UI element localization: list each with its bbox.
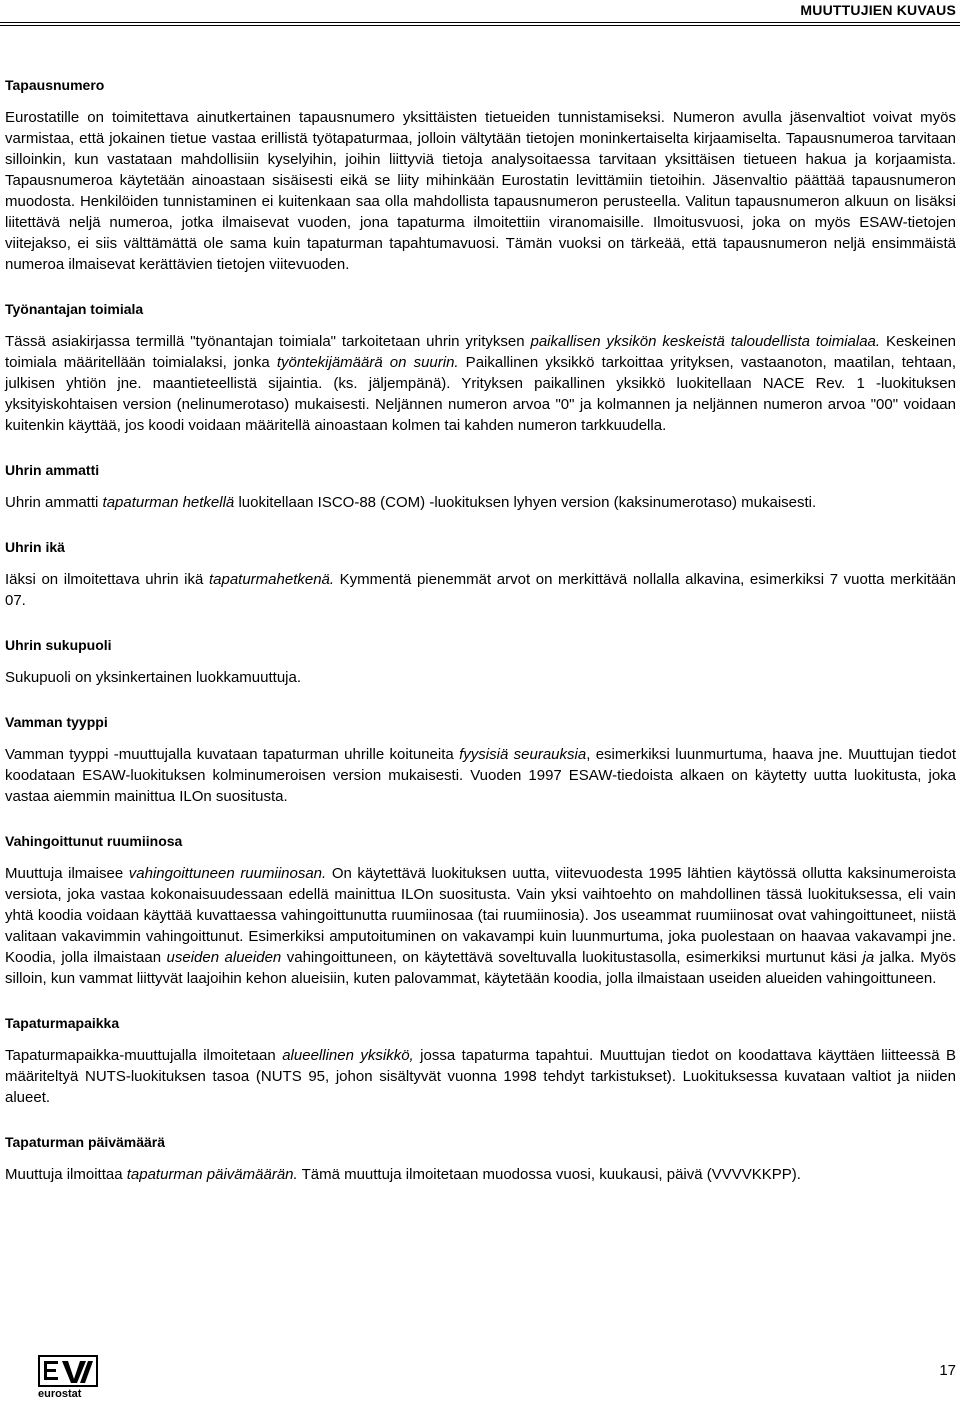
section-heading: Vahingoittunut ruumiinosa <box>5 833 183 849</box>
section-heading: Vamman tyyppi <box>5 714 108 730</box>
section-tapaturman-paivamaara <box>5 1133 956 1185</box>
section-vahingoittunut-ruumiinosa <box>5 832 956 989</box>
section-paragraph: Vamman tyyppi -muuttujalla kuvataan tapaturman uhrille koituneita fyysisiä seurauksia, esimerkiksi luunmurtuma, haava jne. Muuttujan tiedot koodataan ESAW-luokituksen kolminumeroisen version mukaisesti. Vuoden 1997 ESAW-tiedoista alkaen on käytetty uutta luokitusta, joka vastaa aiemmin mainittua ILOn suositusta. <box>5 746 956 805</box>
section-paragraph: Iäksi on ilmoitettava uhrin ikä tapaturmahetkenä. Kymmentä pienemmät arvot on merkittävä nollalla alkavina, esimerkiksi 7 vuotta merkitään 07. <box>5 571 956 609</box>
section-paragraph: Eurostatille on toimitettava ainutkertainen tapausnumero yksittäisten tietueiden tunnistamiseksi. Numeron avulla jäsenvaltiot voivat myös varmistaa, että jokainen tietue vastaa erillistä työtapaturmaa, jolloin vältytään tietojen moninkertaiselta kirjaamiselta. Tapausnumeroa tarvitaan silloinkin, kun vastataan mahdollisiin kyselyihin, joihin liittyviä tietoja analysoitaessa tarvitaan yksittäisen tietueen hakua ja korjaamista. Tapausnumeroa käytetään ainoastaan sisäisesti eikä se liity mihinkään Eurostatin levittämiin tietoihin. Jäsenvaltio päättää tapausnumeron muodosta. Henkilöiden tunnistaminen ei kuitenkaan saa olla mahdollista tapausnumeron perusteella. Valitun tapausnumeron alkuun on lisäksi liitettävä neljä numeroa, jotka ilmaisevat vuoden, jona tapaturma ilmoitettiin viranomaisille. Ilmoitusvuosi, joka on myös ESAW-tietojen viitejakso, ei siis välttämättä ole sama kuin tapaturman tapahtumavuosi. Tämän vuoksi on tärkeää, että tapausnumeron neljä ensimmäistä numeroa ilmaisevat kerättävien tietojen viitevuoden. <box>5 109 956 273</box>
section-tyonantajan-toimiala <box>5 300 956 436</box>
section-uhrin-ika <box>5 538 956 611</box>
section-tapausnumero <box>5 76 956 275</box>
section-paragraph: Tässä asiakirjassa termillä "työnantajan toimiala" tarkoitetaan uhrin yrityksen paikallisen yksikön keskeistä taloudellista toimialaa. Keskeinen toimiala määritellään toimialaksi, jonka työntekijämäärä on suurin. Paikallinen yksikkö tarkoittaa yrityksen, vastaanoton, maatilan, tehtaan, julkisen yhtiön jne. maantieteellistä sijaintia. (ks. jäljempänä). Yrityksen paikallinen yksikkö luokitellaan NACE Rev. 1 -luokituksen yksityiskohtaisen version (nelinumerotaso) mukaisesti. Neljännen numeron arvoa "0" ja kolmannen ja neljännen numeron arvoa "00" voidaan kuitenkin käyttää, jos koodi voidaan määritellä ainoastaan kolmen tai kahden numeron tarkkuudella. <box>5 333 957 434</box>
header-rule <box>0 22 960 23</box>
section-heading: Tapaturman päivämäärä <box>5 1134 166 1150</box>
section-paragraph: Muuttuja ilmoittaa tapaturman päivämäärän. Tämä muuttuja ilmoitetaan muodossa vuosi, kuukausi, päivä (VVVVKKPP). <box>5 1166 801 1183</box>
section-heading: Uhrin ikä <box>5 539 65 555</box>
section-heading: Tapausnumero <box>5 77 105 93</box>
section-heading: Tapaturmapaikka <box>5 1015 120 1031</box>
header-rule-thin <box>0 25 960 26</box>
section-paragraph: Tapaturmapaikka-muuttujalla ilmoitetaan alueellinen yksikkö, jossa tapaturma tapahtui. Muuttujan tiedot on koodattava käyttäen liitteessä B määriteltyä NUTS-luokituksen tasoa (NUTS 95, johon sisältyvät vuonna 1998 tehdyt tarkistukset). Luokituksessa kuvataan valtiot ja niiden alueet. <box>5 1047 956 1106</box>
eurostat-logo <box>38 1355 100 1399</box>
section-uhrin-ammatti <box>5 461 956 513</box>
section-heading: Uhrin ammatti <box>5 462 100 478</box>
eurostat-logo-icon <box>38 1355 100 1399</box>
document-body <box>5 76 956 1185</box>
running-header: MUUTTUJIEN KUVAUS <box>800 2 956 18</box>
section-paragraph: Uhrin ammatti tapaturman hetkellä luokitellaan ISCO-88 (COM) -luokituksen lyhyen version (kaksinumerotaso) mukaisesti. <box>5 494 817 511</box>
section-uhrin-sukupuoli <box>5 636 956 688</box>
section-heading: Uhrin sukupuoli <box>5 637 112 653</box>
section-paragraph: Sukupuoli on yksinkertainen luokkamuuttuja. <box>5 669 302 686</box>
section-vamman-tyyppi <box>5 713 956 807</box>
page-number: 17 <box>939 1362 956 1379</box>
logo-wordmark: eurostat <box>38 1388 82 1399</box>
section-tapaturmapaikka <box>5 1014 956 1108</box>
section-paragraph: Muuttuja ilmaisee vahingoittuneen ruumiinosan. On käytettävä luokituksen uutta, viitevuodesta 1995 lähtien käytössä ollutta kaksinumeroista versiota, joka vastaa kokonaisuudessaan edellä mainittua ILOn suositusta. Vain yksi vaihtoehto on mahdollinen tässä luokituksessa, eli vain yhtä koodia voidaan käyttää kuvattaessa vahingoittunutta ruumiinosaa (tai ruumiinosia). Jos useammat ruumiinosat ovat vahingoittuneet, niistä valitaan vakavimmin vahingoittunut. Esimerkiksi amputoituminen on vakavampi kuin luunmurtuma, joka puolestaan on haavaa vakavampi jne. Koodia, jolla ilmaistaan useiden alueiden vahingoittuneen, on käytettävä soveltuvalla luokitustasolla, esimerkiksi murtunut käsi ja jalka. Myös silloin, kun vammat liittyvät laajoihin kehon alueisiin, kuten palovammat, käytetään koodia, jolla ilmaistaan useiden alueiden vahingoittuneen. <box>5 865 957 987</box>
section-heading: Työnantajan toimiala <box>5 301 144 317</box>
